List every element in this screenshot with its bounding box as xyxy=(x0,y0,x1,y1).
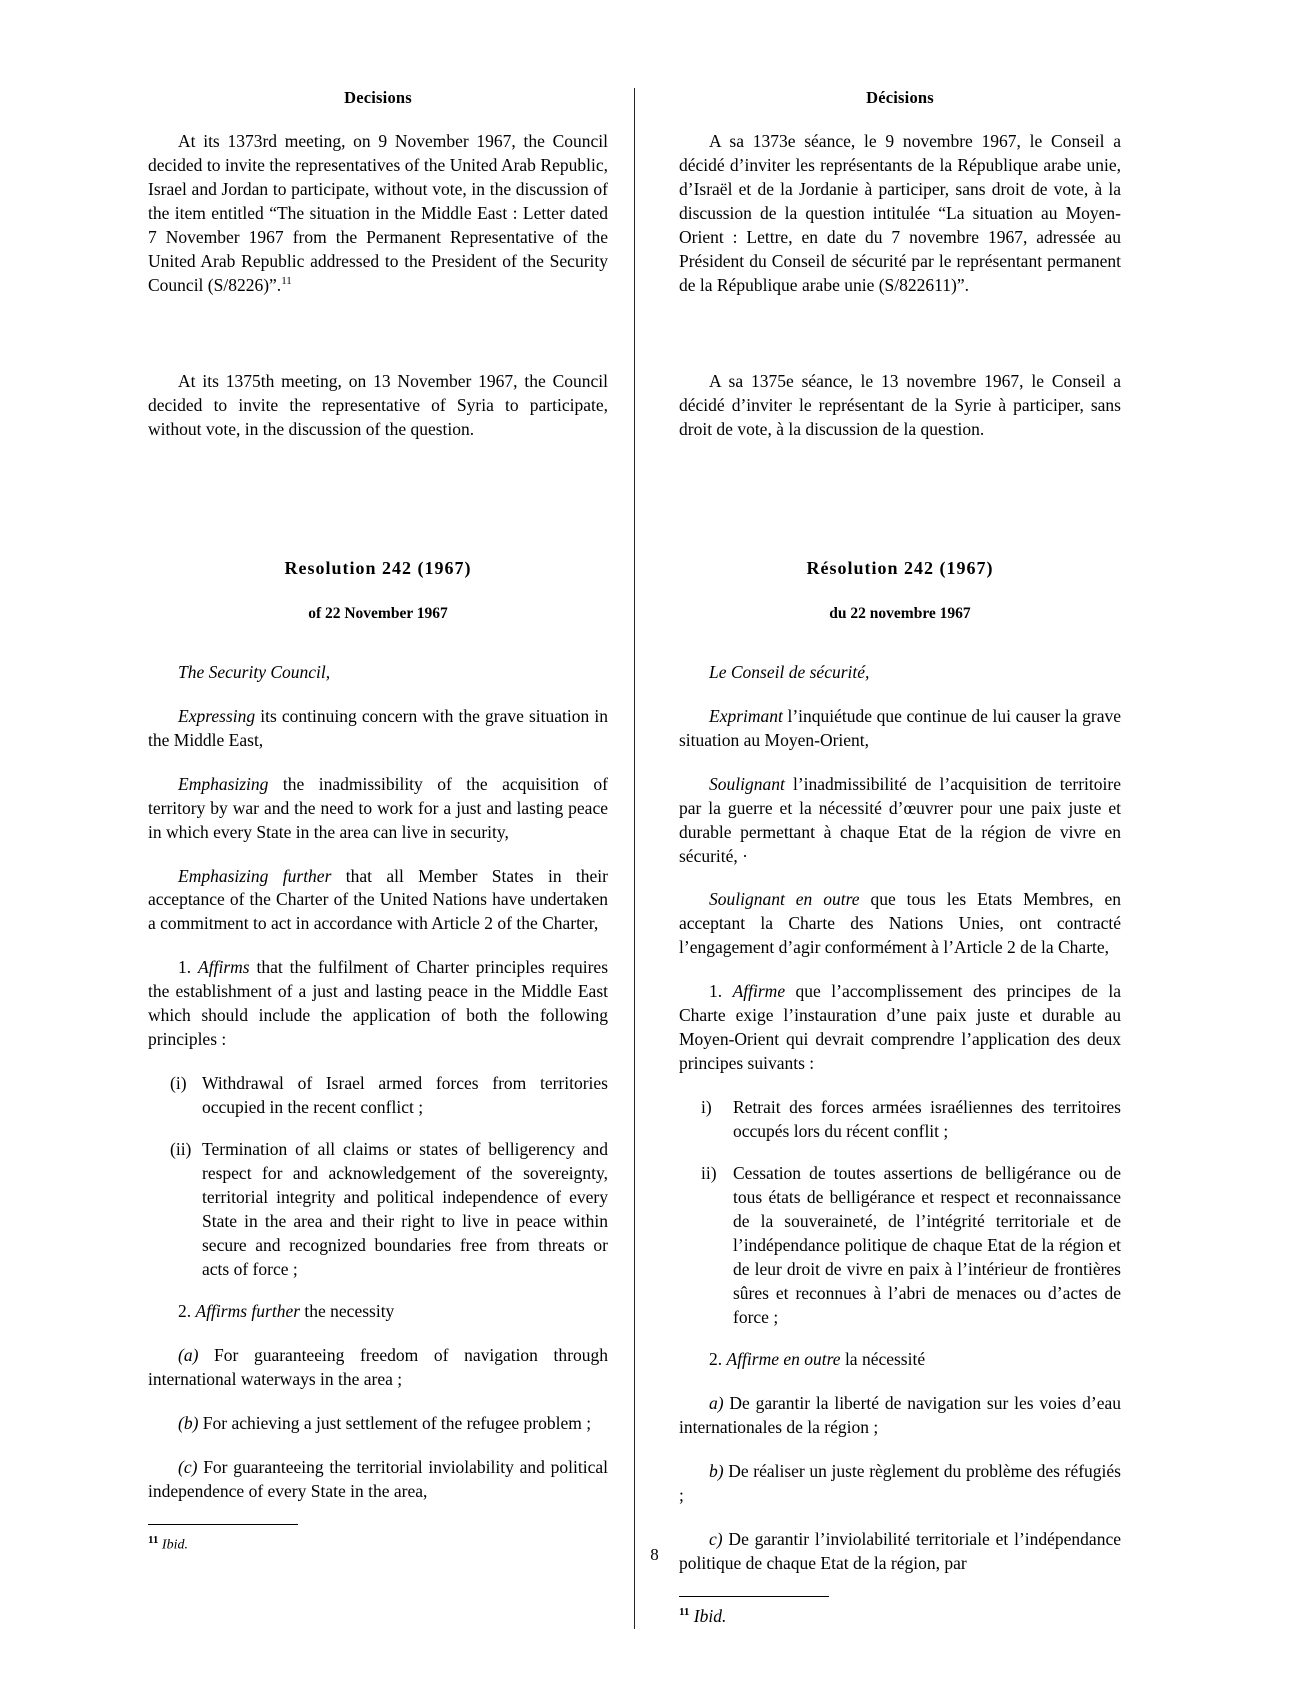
french-column xyxy=(643,88,1121,1629)
footnote-separator-fr xyxy=(679,1596,829,1597)
operative-1-item-ii-en xyxy=(148,1138,608,1282)
item-text: De garantir l’inviolabilité territoriale et l’indépendance politique de chaque Etat de la région, par xyxy=(679,1528,1121,1573)
preamble-1-en xyxy=(148,705,608,753)
operative-2-en xyxy=(148,1300,608,1324)
page-number: 8 xyxy=(650,1545,659,1564)
decision-paragraph-2-en: At its 1375th meeting, on 13 November 1967, the Council decided to invite the representative of Syria to participate, without vote, in the discussion of the question. xyxy=(148,370,608,439)
resolution-date-fr: du 22 novembre 1967 xyxy=(829,604,971,622)
operative-2-text-fr: la nécessité xyxy=(840,1348,926,1369)
decisions-heading-en: Decisions xyxy=(344,88,412,107)
item-marker: (i) xyxy=(170,1073,187,1094)
footnote-text: Ibid. xyxy=(161,1537,188,1553)
organ-name-fr: Le Conseil de sécurité, xyxy=(709,661,870,682)
item-text: Retrait des forces armées israéliennes des territoires occupés lors du récent conflit ; xyxy=(733,1097,1121,1142)
operative-2-item-b-fr xyxy=(679,1460,1121,1508)
resolution-date-en: of 22 November 1967 xyxy=(308,604,448,622)
operative-2-number-en: 2. xyxy=(178,1301,196,1322)
item-marker: i) xyxy=(701,1097,712,1118)
operative-2-item-c-en xyxy=(148,1456,608,1504)
decision-paragraph-1-en xyxy=(148,130,608,298)
item-marker: c) xyxy=(709,1528,723,1549)
operative-1-fr xyxy=(679,980,1121,1076)
operative-1-item-ii-fr xyxy=(679,1162,1121,1330)
item-marker: (ii) xyxy=(170,1139,192,1160)
operative-2-lead-en: Affirms further xyxy=(195,1301,301,1322)
preamble-3-en xyxy=(148,865,608,937)
item-text: Withdrawal of Israel armed forces from territories occupied in the recent conflict ; xyxy=(202,1073,608,1118)
item-marker: (b) xyxy=(178,1412,199,1433)
spacer xyxy=(679,318,1121,370)
footnote-marker: 11 xyxy=(148,1533,159,1546)
footnote-ref-11-en: 11 xyxy=(281,274,292,287)
resolution-title-fr: Résolution 242 (1967) xyxy=(806,557,994,578)
column-divider xyxy=(634,88,635,1629)
spacer xyxy=(148,462,608,558)
decisions-heading-fr: Décisions xyxy=(866,88,934,107)
operative-2-number-fr: 2. xyxy=(709,1348,727,1369)
operative-1-item-i-en xyxy=(148,1072,608,1120)
operative-1-number-en: 1. xyxy=(178,957,199,978)
item-text: For achieving a just settlement of the refugee problem ; xyxy=(198,1412,592,1433)
operative-1-en xyxy=(148,956,608,1052)
footnote-marker: 11 xyxy=(679,1605,690,1618)
decision-paragraph-1-fr: A sa 1373e séance, le 9 novembre 1967, le Conseil a décidé d’inviter les représentants de la République arabe unie, d’Israël et de la Jordanie à participer, sans droit de vote, à la discussion de la question intitulée “La situation au Moyen-Orient : Lettre, en date du 7 novembre 1967, adressée au Président du Conseil de sécurité par le représentant permanent de la République arabe unie (S/822611)”. xyxy=(679,131,1121,295)
footnote-text: Ibid. xyxy=(693,1605,727,1626)
footnote-separator-en xyxy=(148,1524,298,1525)
item-text: For guaranteeing freedom of navigation through international waterways in the area ; xyxy=(148,1345,608,1389)
item-marker: (a) xyxy=(178,1345,199,1365)
resolution-title-en: Resolution 242 (1967) xyxy=(284,557,472,578)
preamble-2-text-en: the inadmissibility of the acquisition of territory by war and the need to work for a just and lasting peace in which every State in the area can live in security, xyxy=(148,773,608,842)
item-text: For guaranteeing the territorial inviolability and political independence of every State in the area, xyxy=(148,1456,608,1501)
operative-2-text-en: the necessity xyxy=(300,1301,395,1322)
english-column xyxy=(148,88,626,1629)
preamble-1-text-fr: l’inquiétude que continue de lui causer la grave situation au Moyen-Orient, xyxy=(679,705,1121,750)
item-marker: a) xyxy=(709,1392,724,1413)
item-text: De garantir la liberté de navigation sur les voies d’eau internationales de la région ; xyxy=(679,1392,1121,1437)
preamble-1-lead-fr: Exprimant xyxy=(709,705,783,726)
item-text: Cessation de toutes assertions de belligérance ou de tous états de belligérance et respect et reconnaissance de la souveraineté, de l’intégrité territoriale et de l’indépendance politique de chaque Etat de la région et de leur droit de vivre en paix à l’intérieur de frontières sûres et reconnues à l’abri de menaces ou d’actes de force ; xyxy=(733,1163,1121,1327)
operative-2-lead-fr: Affirme en outre xyxy=(726,1348,841,1369)
decision-paragraph-2-fr: A sa 1375e séance, le 13 novembre 1967, le Conseil a décidé d’inviter le représentant de la Syrie à participer, sans droit de vote, à la discussion de la question. xyxy=(679,370,1121,439)
two-column-layout xyxy=(148,88,1158,1629)
operative-1-item-i-fr xyxy=(679,1096,1121,1144)
preamble-3-text-fr: que tous les Etats Membres, en acceptant la Charte des Nations Unies, ont contracté l’engagement d’agir conformément à l’Article 2 de la Charte, xyxy=(679,889,1121,958)
operative-2-item-a-en xyxy=(148,1344,608,1392)
spacer xyxy=(148,318,608,370)
preamble-1-fr xyxy=(679,705,1121,753)
preamble-3-fr xyxy=(679,888,1121,960)
preamble-3-lead-en: Emphasizing further xyxy=(178,865,332,886)
preamble-2-en xyxy=(148,773,608,845)
preamble-1-lead-en: Expressing xyxy=(178,705,256,726)
footnote-fr xyxy=(679,1605,1121,1629)
preamble-1-text-en: its continuing concern with the grave situation in the Middle East, xyxy=(148,705,608,750)
preamble-3-lead-fr: Soulignant en outre xyxy=(709,889,860,910)
item-marker: b) xyxy=(709,1460,724,1481)
operative-2-fr xyxy=(679,1348,1121,1372)
operative-2-item-a-fr xyxy=(679,1392,1121,1440)
operative-2-item-b-en xyxy=(148,1412,608,1436)
operative-1-lead-en: Affirms xyxy=(198,957,250,978)
preamble-2-lead-fr: Soulignant xyxy=(709,773,785,794)
operative-1-number-fr: 1. xyxy=(709,981,733,1002)
preamble-2-lead-en: Emphasizing xyxy=(178,773,269,794)
item-text: Termination of all claims or states of belligerency and respect for and acknowledgement of the sovereignty, territorial integrity and political independence of every State in the area and their right to live in peace within secure and recognized boundaries free from threats or acts of force ; xyxy=(202,1139,608,1280)
organ-name-en: The Security Council, xyxy=(178,661,331,682)
decision-1-text-en: At its 1373rd meeting, on 9 November 1967, the Council decided to invite the representatives of the United Arab Republic, Israel and Jordan to participate, without vote, in the discussion of the item entitled “The situation in the Middle East : Letter dated 7 November 1967 from the Permanent Representative of the United Arab Republic addressed to the President of the Security Council (S/8226)”. xyxy=(148,131,608,295)
operative-1-text-en: that the fulfilment of Charter principles requires the establishment of a just and lasting peace in the Middle East which should include the application of both the following principles : xyxy=(148,957,609,1050)
item-marker: (c) xyxy=(178,1456,198,1477)
operative-1-text-fr: que l’accomplissement des principes de la Charte exige l’instauration d’une paix juste et durable au Moyen-Orient qui devrait comprendre l’application des deux principes suivants : xyxy=(679,981,1121,1074)
preamble-2-text-fr: l’inadmissibilité de l’acquisition de territoire par la guerre et la nécessité d’œuvrer pour une paix juste et durable permettant à chaque Etat de la région de vivre en sécurité, · xyxy=(679,773,1121,866)
operative-1-lead-fr: Affirme xyxy=(732,981,786,1002)
item-text: De réaliser un juste règlement du problème des réfugiés ; xyxy=(679,1460,1121,1505)
item-marker: ii) xyxy=(701,1163,717,1184)
preamble-3-text-en: that all Member States in their acceptance of the Charter of the United Nations have undertaken a commitment to act in accordance with Article 2 of the Charter, xyxy=(148,865,608,934)
spacer xyxy=(679,462,1121,558)
preamble-2-fr xyxy=(679,773,1121,869)
